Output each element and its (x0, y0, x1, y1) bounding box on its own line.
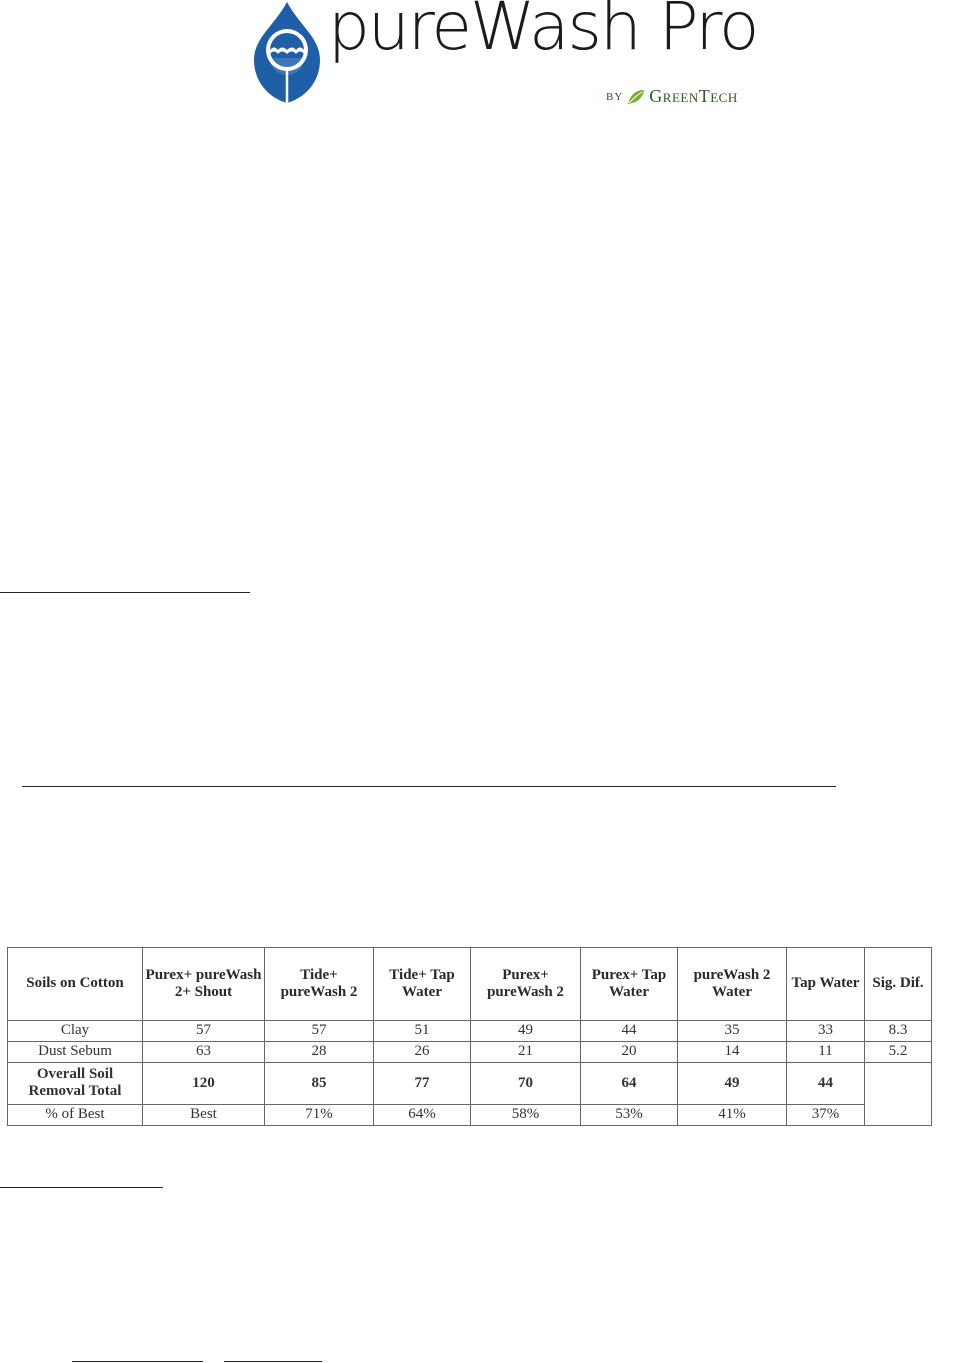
header-tide-tap-water: Tide+ Tap Water (374, 948, 471, 1021)
sig-dif-cell: 8.3 (865, 1021, 932, 1042)
table-cell: 70 (471, 1062, 581, 1105)
sig-dif-cell: 5.2 (865, 1041, 932, 1062)
table-cell: 64% (374, 1105, 471, 1126)
row-label: Dust Sebum (8, 1041, 143, 1062)
table-cell: 35 (678, 1021, 787, 1042)
purewash-pro-logo (252, 0, 762, 112)
table-cell: 26 (374, 1041, 471, 1062)
row-label: Overall Soil Removal Total (8, 1062, 143, 1105)
table-cell: 33 (787, 1021, 865, 1042)
table-cell: 77 (374, 1062, 471, 1105)
table-cell: 57 (265, 1021, 374, 1042)
header-purewash2-water: pureWash 2 Water (678, 948, 787, 1021)
table-row (8, 1062, 932, 1105)
table-cell: 85 (265, 1062, 374, 1105)
table-cell: 37% (787, 1105, 865, 1126)
table-row (8, 1041, 932, 1062)
table-cell: 44 (581, 1021, 678, 1042)
table-cell: 14 (678, 1041, 787, 1062)
header-purex-tap-water: Purex+ Tap Water (581, 948, 678, 1021)
table-cell: 44 (787, 1062, 865, 1105)
table-header-row (8, 948, 932, 1021)
logo-wordmark: pureWash Pro (328, 0, 758, 65)
byline-prefix: BY (606, 90, 624, 103)
section-underline-3 (0, 1187, 163, 1188)
row-label: Clay (8, 1021, 143, 1042)
logo-byline (606, 86, 738, 107)
table-cell: 49 (471, 1021, 581, 1042)
header-tap-water: Tap Water (787, 948, 865, 1021)
byline-brand: GreenTech (649, 86, 738, 106)
table-cell: 51 (374, 1021, 471, 1042)
table-cell: 49 (678, 1062, 787, 1105)
table-cell: 57 (143, 1021, 265, 1042)
section-underline-2 (22, 786, 836, 787)
table-row (8, 1105, 932, 1126)
table-cell: 64 (581, 1062, 678, 1105)
table-cell: 71% (265, 1105, 374, 1126)
soil-removal-table (7, 947, 931, 1126)
water-drop-icon (252, 0, 322, 108)
link-underline-2 (224, 1361, 322, 1362)
sig-dif-empty-cell (865, 1062, 932, 1125)
section-underline-1 (0, 592, 250, 593)
table-cell: 28 (265, 1041, 374, 1062)
table-cell: 120 (143, 1062, 265, 1105)
table-cell: 58% (471, 1105, 581, 1126)
header-purex-purewash2-shout: Purex+ pureWash 2+ Shout (143, 948, 265, 1021)
table-cell: 21 (471, 1041, 581, 1062)
leaf-icon (627, 89, 645, 105)
header-soils-on-cotton: Soils on Cotton (8, 948, 143, 1021)
row-label: % of Best (8, 1105, 143, 1126)
table-cell: 41% (678, 1105, 787, 1126)
table-cell: 20 (581, 1041, 678, 1062)
header-purex-purewash2: Purex+ pureWash 2 (471, 948, 581, 1021)
table-cell: 53% (581, 1105, 678, 1126)
table-cell: Best (143, 1105, 265, 1126)
header-sig-dif: Sig. Dif. (865, 948, 932, 1021)
table-cell: 63 (143, 1041, 265, 1062)
link-underline-1 (72, 1361, 203, 1362)
table-row (8, 1021, 932, 1042)
table-cell: 11 (787, 1041, 865, 1062)
header-tide-purewash2: Tide+ pureWash 2 (265, 948, 374, 1021)
